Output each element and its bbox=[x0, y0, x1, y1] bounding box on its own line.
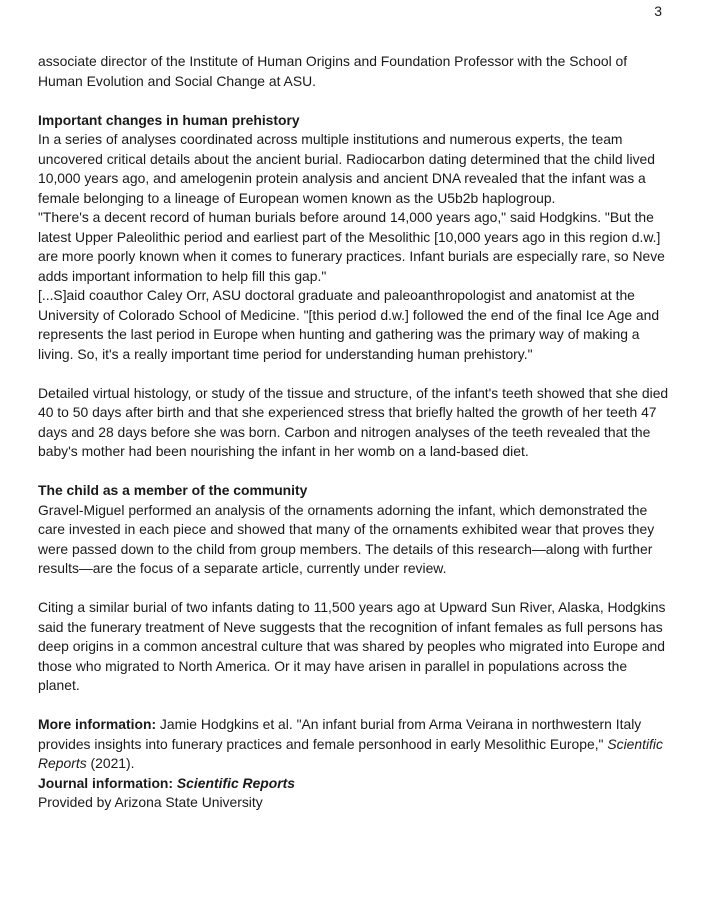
section-heading-community: The child as a member of the community bbox=[38, 482, 308, 498]
provided-by: Provided by Arizona State University bbox=[38, 794, 263, 810]
paragraph-spacer bbox=[38, 579, 670, 599]
more-information bbox=[38, 715, 670, 774]
section-heading-prehistory: Important changes in human prehistory bbox=[38, 111, 300, 128]
paragraph-spacer bbox=[38, 462, 670, 482]
paragraph-spacer bbox=[38, 364, 670, 384]
more-info-citation: Jamie Hodgkins et al. "An infant burial from Arma Veirana in northwestern Italy provides insights into funerary practices and female personhood in early Mesolithic Europe," bbox=[38, 716, 642, 752]
intro-paragraph: associate director of the Institute of Human Origins and Foundation Professor with the School of Human Evolution and Social Change at ASU. bbox=[38, 53, 628, 89]
journal-label: Journal information: bbox=[38, 774, 177, 791]
paragraph-spacer bbox=[38, 91, 670, 111]
paragraph-hodgkins-quote: "There's a decent record of human burials before around 14,000 years ago," said Hodgkins. "But the latest Upper Paleolithic period and earliest part of the Mesolithic [10,000 years ago in this region d.w.] are more poorly known when it comes to funerary practices. Infant burials are especially rare, so Neve adds important information to help fill this gap." bbox=[38, 209, 665, 284]
paragraph-histology: Detailed virtual histology, or study of the tissue and structure, of the infant's teeth showed that she died 40 to 50 days after birth and that she experienced stress that briefly halted the growth of her teeth 47 days and 28 days before she was born. Carbon and nitrogen analyses of the teeth revealed that the baby's mother had been nourishing the infant in her womb on a land-based diet. bbox=[38, 384, 669, 459]
more-info-year: (2021). bbox=[86, 755, 135, 771]
article-body bbox=[38, 52, 670, 813]
more-info-label: More information: bbox=[38, 716, 157, 732]
paragraph-spacer bbox=[38, 696, 670, 716]
journal-name: Scientific Reports bbox=[176, 774, 296, 791]
more-info-journal: Scientific Reports bbox=[38, 735, 663, 771]
journal-information bbox=[38, 774, 670, 794]
page-number: 3 bbox=[654, 3, 662, 19]
paragraph-upward-sun-river: Citing a similar burial of two infants dating to 11,500 years ago at Upward Sun River, Alaska, Hodgkins said the funerary treatment of Neve suggests that the recognition of infant females as full persons has deep origins in a common ancestral culture that was shared by peoples who migrated into Europe and those who migrated to North America. Or it may have arisen in parallel in populations across the planet. bbox=[38, 599, 666, 693]
paragraph-ornaments: Gravel-Miguel performed an analysis of the ornaments adorning the infant, which demonstrated the care invested in each piece and showed that many of the ornaments exhibited wear that proves they were passed down to the child from group members. The details of this research—along with further results—are the focus of a separate article, currently under review. bbox=[38, 501, 655, 576]
paragraph-analyses: In a series of analyses coordinated across multiple institutions and numerous experts, the team uncovered critical details about the ancient burial. Radiocarbon dating determined that the child lived 10,000 years ago, and amelogenin protein analysis and ancient DNA revealed that the infant was a female belonging to a lineage of European women known as the U5b2b haplogroup. bbox=[38, 131, 655, 206]
paragraph-orr-quote: [...S]aid coauthor Caley Orr, ASU doctoral graduate and paleoanthropologist and anatomist at the University of Colorado School of Medicine. "[this period d.w.] followed the end of the final Ice Age and represents the last period in Europe when hunting and gathering was the primary way of making a living. So, it's a really important time period for understanding human prehistory." bbox=[38, 287, 660, 362]
